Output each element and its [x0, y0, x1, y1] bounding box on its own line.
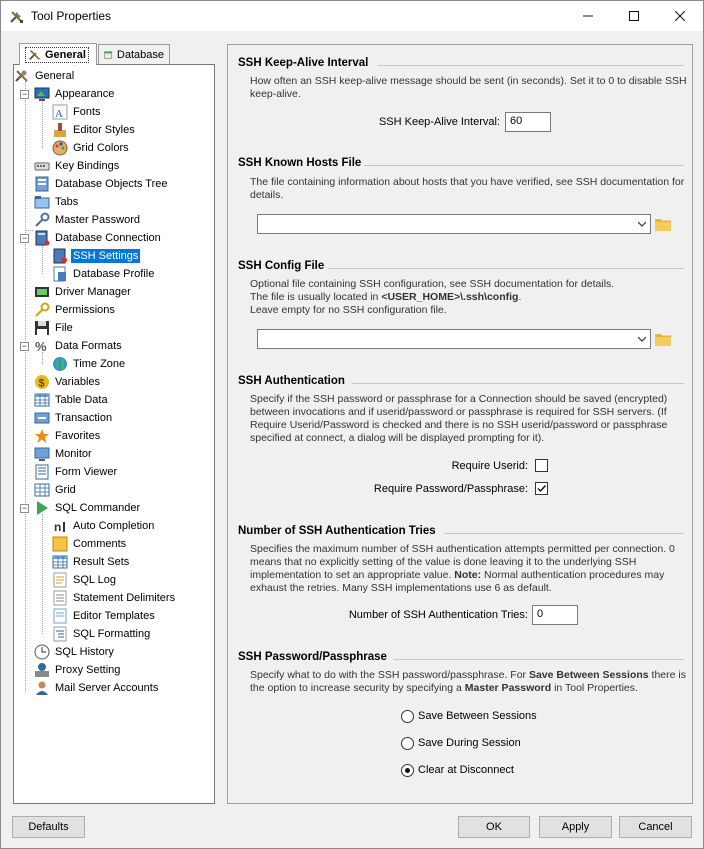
tree-item-database-profile[interactable]: Database Profile — [52, 265, 156, 283]
tree-item-file[interactable]: File — [34, 319, 75, 337]
tree-item-form-viewer[interactable]: Form Viewer — [34, 463, 119, 481]
tree-item-auto-completion[interactable]: n Auto Completion — [54, 520, 155, 534]
format-icon — [52, 626, 68, 642]
floppy-icon — [34, 320, 50, 336]
percent-icon — [34, 338, 50, 354]
folder-browse-icon[interactable] — [655, 217, 671, 231]
tab-database[interactable] — [98, 44, 170, 64]
config-section-title: SSH Config File — [238, 260, 325, 272]
table-icon — [34, 392, 50, 408]
keepalive-desc-line1: How often an SSH keep-alive message should be sent (in seconds). Set it to 0 to disable SSH — [250, 75, 687, 87]
tree-item-database-connection[interactable]: Database Connection — [34, 229, 163, 247]
key-icon — [34, 212, 50, 228]
save-during-session-label[interactable]: Save During Session — [418, 737, 521, 749]
close-button[interactable] — [657, 1, 703, 31]
close-icon — [675, 11, 685, 21]
key-icon — [34, 302, 50, 318]
config-file-combo[interactable] — [257, 329, 651, 349]
tree-item-comments[interactable]: Comments — [52, 535, 128, 553]
user-icon — [34, 680, 50, 696]
tries-input[interactable]: 0 — [532, 605, 578, 625]
tree-item-permissions[interactable]: Permissions — [34, 301, 117, 319]
folder-browse-icon[interactable] — [655, 332, 671, 346]
sql-commander-collapse-toggle[interactable]: − — [21, 503, 28, 513]
tries-desc-line4: exhaust the retries. Many SSH implementations use 6 as default. — [250, 582, 552, 594]
svg-text:n: n — [54, 520, 62, 534]
config-desc-line1: Optional file containing SSH configuration, see SSH documentation for details. — [250, 278, 615, 290]
tree-item-fonts[interactable]: A Fonts — [52, 103, 103, 121]
log-icon — [52, 572, 68, 588]
window-title: Tool Properties — [31, 9, 112, 23]
save-between-sessions-radio[interactable] — [401, 710, 414, 723]
checkmark-icon — [536, 483, 547, 494]
tree-item-editor-styles[interactable]: Editor Styles — [52, 121, 137, 139]
proxy-icon — [34, 662, 50, 678]
font-icon — [52, 104, 68, 120]
tools-icon — [28, 48, 42, 62]
tree-item-grid-colors[interactable]: Grid Colors — [52, 139, 131, 157]
tree-item-variables[interactable]: $ Variables — [34, 373, 102, 391]
ok-button[interactable]: OK — [458, 816, 530, 838]
keyboard-icon — [34, 158, 50, 174]
minimize-icon — [583, 11, 593, 21]
tree-item-statement-delimiters[interactable]: Statement Delimiters — [52, 589, 177, 607]
passphrase-desc-line2: the option to increase security by specifying a Master Password in Tool Properties. — [250, 682, 638, 694]
require-password-checkbox[interactable] — [535, 482, 548, 495]
tools-icon — [14, 68, 30, 84]
auth-desc-line3: Require Userid/Password is checked and there is no SSH userid/password or passphrase — [250, 419, 668, 431]
transaction-icon — [34, 410, 50, 426]
tree-item-mail-server-accounts[interactable]: Mail Server Accounts — [34, 679, 160, 697]
keepalive-desc-line2: keep-alive. — [250, 88, 301, 100]
tree-item-data-formats[interactable]: % Data Formats — [35, 339, 122, 354]
tab-database-label: Database — [116, 48, 164, 61]
tries-section-title: Number of SSH Authentication Tries — [238, 525, 436, 537]
save-between-sessions-label[interactable]: Save Between Sessions — [418, 710, 537, 722]
paint-icon — [52, 122, 68, 138]
note-icon — [52, 536, 68, 552]
tree-item-editor-templates[interactable]: Editor Templates — [52, 607, 157, 625]
globe-icon — [52, 356, 68, 372]
tree-item-monitor[interactable]: Monitor — [34, 445, 94, 463]
auth-desc-line4: specified at connect, a dialog will be displayed prompting for it). — [250, 432, 545, 444]
tree-item-sql-log[interactable]: SQL Log — [52, 571, 118, 589]
monitor-icon — [34, 446, 50, 462]
database-icon — [104, 48, 113, 62]
palette-icon — [52, 140, 68, 156]
driver-icon — [34, 284, 50, 300]
data-formats-collapse-toggle[interactable]: − — [21, 341, 28, 351]
tree-item-favorites[interactable]: Favorites — [34, 427, 102, 445]
svg-text:%: % — [35, 339, 47, 354]
document-icon — [52, 590, 68, 606]
require-userid-label: Require Userid: — [451, 460, 528, 472]
auth-desc-line1: Specify if the SSH password or passphrase for a Connection should be saved (encrypted) — [250, 393, 668, 405]
known-hosts-desc-line2: details. — [250, 189, 284, 201]
tree-item-sql-history[interactable]: SQL History — [34, 643, 116, 661]
cancel-button[interactable]: Cancel — [619, 816, 692, 838]
known-hosts-file-combo[interactable] — [257, 214, 651, 234]
tree-item-time-zone[interactable]: Time Zone — [52, 355, 127, 373]
tree-item-driver-manager[interactable]: Driver Manager — [34, 283, 133, 301]
apply-button[interactable]: Apply — [539, 816, 612, 838]
tree-item-sql-commander[interactable]: SQL Commander — [34, 499, 142, 517]
tree-item-key-bindings[interactable]: Key Bindings — [34, 157, 121, 175]
tree-item-master-password[interactable]: Master Password — [34, 211, 142, 229]
tab-general-label: General — [45, 48, 86, 61]
profile-icon — [52, 266, 68, 282]
tree-item-ssh-settings[interactable]: SSH Settings — [52, 247, 140, 265]
known-hosts-desc-line1: The file containing information about hosts that you have verified, see SSH documentation for — [250, 176, 685, 188]
save-during-session-radio[interactable] — [401, 737, 414, 750]
tabs-icon — [34, 194, 50, 210]
tree-item-general[interactable]: General — [14, 67, 76, 85]
tree-item-sql-formatting[interactable]: SQL Formatting — [52, 625, 152, 643]
tree-item-proxy-setting[interactable]: Proxy Setting — [34, 661, 122, 679]
passphrase-section-title: SSH Password/Passphrase — [238, 651, 387, 663]
keepalive-input[interactable]: 60 — [505, 112, 551, 132]
tries-desc-line1: Specifies the maximum number of SSH authentication attempts permitted per connection. 0 — [250, 543, 675, 555]
minimize-button[interactable] — [565, 1, 611, 31]
maximize-icon — [629, 11, 639, 21]
require-password-label: Require Password/Passphrase: — [373, 483, 528, 495]
tree-item-table-data[interactable]: Table Data — [34, 391, 110, 409]
auth-desc-line2: between invocations and if userid/password or passphrase is required for SSH servers. (If — [250, 406, 667, 418]
config-desc-line2: The file is usually located in <USER_HOME>\.ssh\config. — [250, 291, 522, 303]
keepalive-label: SSH Keep-Alive Interval: — [378, 116, 500, 128]
monitor-icon — [34, 86, 50, 102]
clear-at-disconnect-radio[interactable] — [401, 764, 414, 777]
database-connection-collapse-toggle[interactable]: − — [21, 233, 28, 243]
star-icon — [34, 428, 50, 444]
tools-icon — [9, 9, 25, 25]
known-hosts-section-title: SSH Known Hosts File — [238, 157, 362, 169]
maximize-button[interactable] — [611, 1, 657, 31]
config-desc-line3: Leave empty for no SSH configuration file. — [250, 304, 447, 316]
play-icon — [34, 500, 50, 516]
tree-item-tabs[interactable]: Tabs — [34, 193, 80, 211]
autocomplete-icon — [52, 518, 68, 534]
grid-icon — [34, 482, 50, 498]
svg-text:$: $ — [38, 377, 45, 390]
tree-item-database-objects-tree[interactable]: Database Objects Tree — [34, 175, 170, 193]
tree-item-grid[interactable]: Grid — [34, 481, 78, 499]
tree-item-appearance[interactable]: Appearance — [34, 85, 116, 103]
tries-desc-line2: means that no explicitly setting of the value is done leaving it to the underlying SSH — [250, 556, 637, 568]
keepalive-section-title: SSH Keep-Alive Interval — [238, 57, 369, 69]
svg-text:A: A — [55, 108, 63, 120]
auth-section-title: SSH Authentication — [238, 375, 345, 387]
passphrase-desc-line1: Specify what to do with the SSH password/passphrase. For Save Between Sessions there is — [250, 669, 686, 681]
tree-view-icon — [34, 176, 50, 192]
database-connection-icon — [34, 230, 50, 246]
tries-label: Number of SSH Authentication Tries: — [348, 609, 528, 621]
title-bar — [1, 1, 703, 31]
settings-tree — [13, 64, 215, 804]
table-icon — [52, 554, 68, 570]
ssh-settings-panel — [227, 44, 693, 804]
require-userid-checkbox[interactable] — [535, 459, 548, 472]
clock-icon — [34, 644, 50, 660]
template-icon — [52, 608, 68, 624]
clear-at-disconnect-label[interactable]: Clear at Disconnect — [418, 764, 514, 776]
defaults-button[interactable]: Defaults — [12, 816, 85, 838]
chevron-down-icon — [638, 220, 646, 228]
chevron-down-icon — [638, 335, 646, 343]
tree-item-transaction[interactable]: Transaction — [34, 409, 114, 427]
tab-general[interactable] — [19, 43, 97, 65]
form-icon — [34, 464, 50, 480]
ssh-icon — [52, 248, 68, 264]
tries-desc-line3: implementation to set an appropriate value. Note: Normal authentication procedures may — [250, 569, 665, 581]
dollar-icon — [34, 374, 50, 390]
appearance-collapse-toggle[interactable]: − — [21, 89, 28, 99]
tree-item-result-sets[interactable]: Result Sets — [52, 553, 131, 571]
